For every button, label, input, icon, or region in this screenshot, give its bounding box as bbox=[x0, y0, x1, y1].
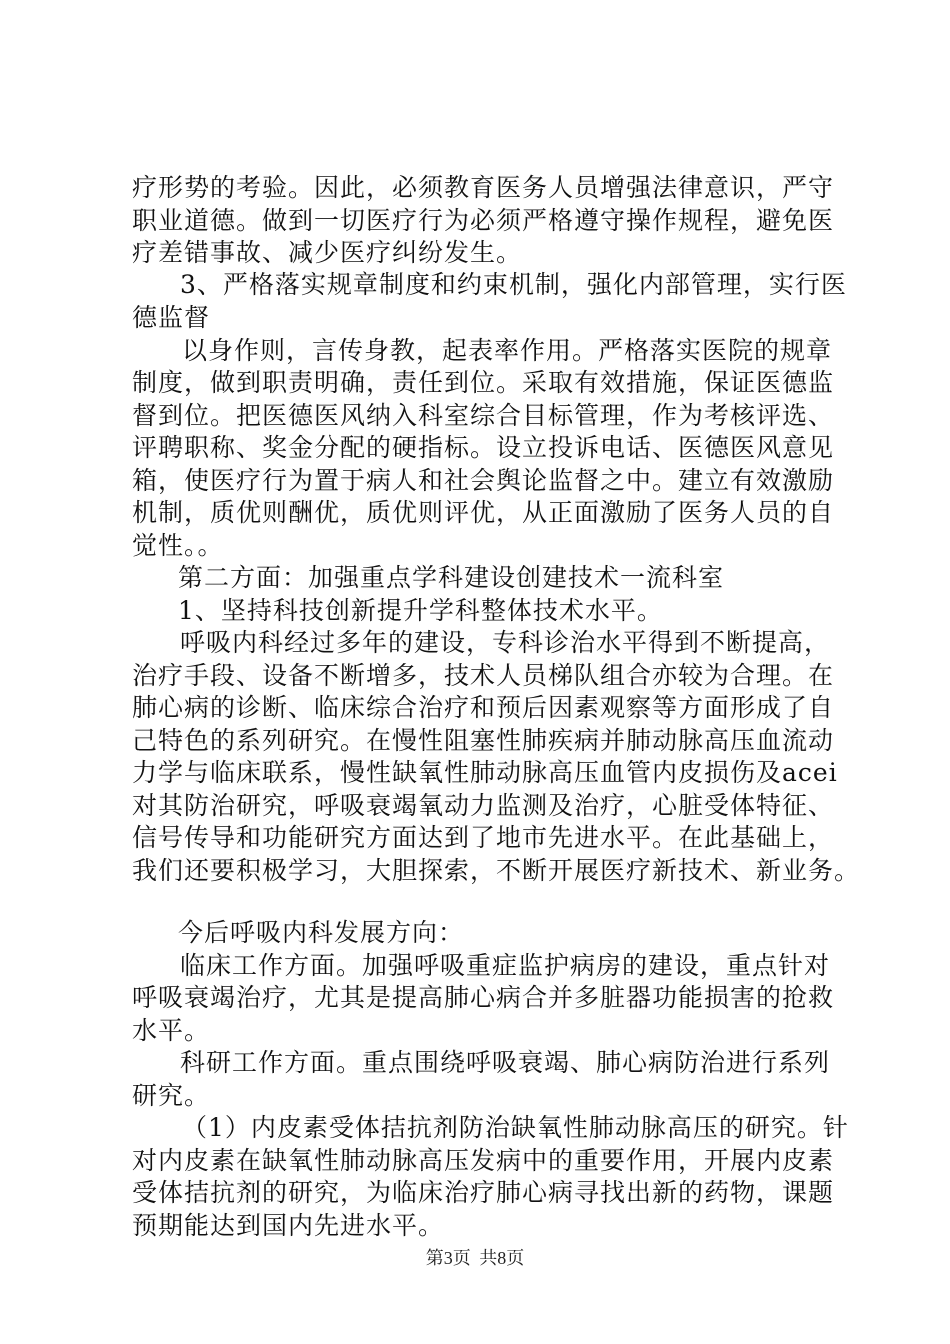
text-line: 对内皮素在缺氧性肺动脉高压发病中的重要作用，开展内皮素 bbox=[132, 1146, 835, 1175]
text-line: 治疗手段、设备不断增多，技术人员梯队组合亦较为合理。在 bbox=[132, 661, 835, 690]
text-line: 科研工作方面。重点围绕呼吸衰竭、肺心病防治进行系列 bbox=[180, 1048, 831, 1077]
text-line: 呼吸衰竭治疗，尤其是提高肺心病合并多脏器功能损害的抢救 bbox=[132, 983, 835, 1012]
page-footer bbox=[0, 1244, 950, 1270]
text-line: 肺心病的诊断、临床综合治疗和预后因素观察等方面形成了自 bbox=[132, 693, 835, 722]
text-line: 信号传导和功能研究方面达到了地市先进水平。在此基础上， bbox=[132, 823, 835, 852]
text-line: 德监督 bbox=[132, 303, 211, 332]
text-line: 水平。 bbox=[132, 1016, 211, 1045]
text-line: 我们还要积极学习，大胆探索，不断开展医疗新技术、新业务。 bbox=[132, 856, 861, 885]
text-line: 对其防治研究，呼吸衰竭氧动力监测及治疗，心脏受体特征、 bbox=[132, 791, 835, 820]
text-line: 机制，质优则酬优，质优则评优，从正面激励了医务人员的自 bbox=[132, 498, 835, 527]
text-line: 职业道德。做到一切医疗行为必须严格遵守操作规程，避免医 bbox=[132, 206, 835, 235]
section-heading: 第二方面：加强重点学科建设创建技术一流科室 bbox=[178, 563, 725, 592]
page-total: 共8页 bbox=[479, 1248, 525, 1268]
text-line: 临床工作方面。加强呼吸重症监护病房的建设，重点针对 bbox=[180, 951, 831, 980]
text-line: 疗形势的考验。因此，必须教育医务人员增强法律意识，严守 bbox=[132, 173, 835, 202]
text-line: 预期能达到国内先进水平。 bbox=[132, 1211, 445, 1240]
text-line: 督到位。把医德医风纳入科室综合目标管理，作为考核评选、 bbox=[132, 401, 835, 430]
text-line: 己特色的系列研究。在慢性阻塞性肺疾病并肺动脉高压血流动 bbox=[132, 726, 835, 755]
text-line: 评聘职称、奖金分配的硬指标。设立投诉电话、医德医风意见 bbox=[132, 433, 835, 462]
text-line: （1）内皮素受体拮抗剂防治缺氧性肺动脉高压的研究。针 bbox=[182, 1113, 849, 1142]
text-line: 研究。 bbox=[132, 1081, 211, 1110]
text-line: 以身作则，言传身教，起表率作用。严格落实医院的规章 bbox=[182, 336, 833, 365]
text-line: 疗差错事故、减少医疗纠纷发生。 bbox=[132, 238, 523, 267]
text-line: 受体拮抗剂的研究，为临床治疗肺心病寻找出新的药物，课题 bbox=[132, 1178, 835, 1207]
text-line: 制度，做到职责明确，责任到位。采取有效措施，保证医德监 bbox=[132, 368, 835, 397]
text-line: 3、严格落实规章制度和约束机制，强化内部管理，实行医 bbox=[180, 270, 847, 299]
subsection-heading: 1、坚持科技创新提升学科整体技术水平。 bbox=[178, 596, 663, 625]
text-line: 觉性。。 bbox=[132, 531, 224, 560]
text-line: 呼吸内科经过多年的建设，专科诊治水平得到不断提高， bbox=[180, 628, 831, 657]
page-number: 第3页 bbox=[425, 1248, 471, 1268]
text-line: 力学与临床联系，慢性缺氧性肺动脉高压血管内皮损伤及acei bbox=[132, 758, 838, 787]
section-heading: 今后呼吸内科发展方向： bbox=[178, 918, 465, 947]
text-line: 箱，使医疗行为置于病人和社会舆论监督之中。建立有效激励 bbox=[132, 466, 835, 495]
